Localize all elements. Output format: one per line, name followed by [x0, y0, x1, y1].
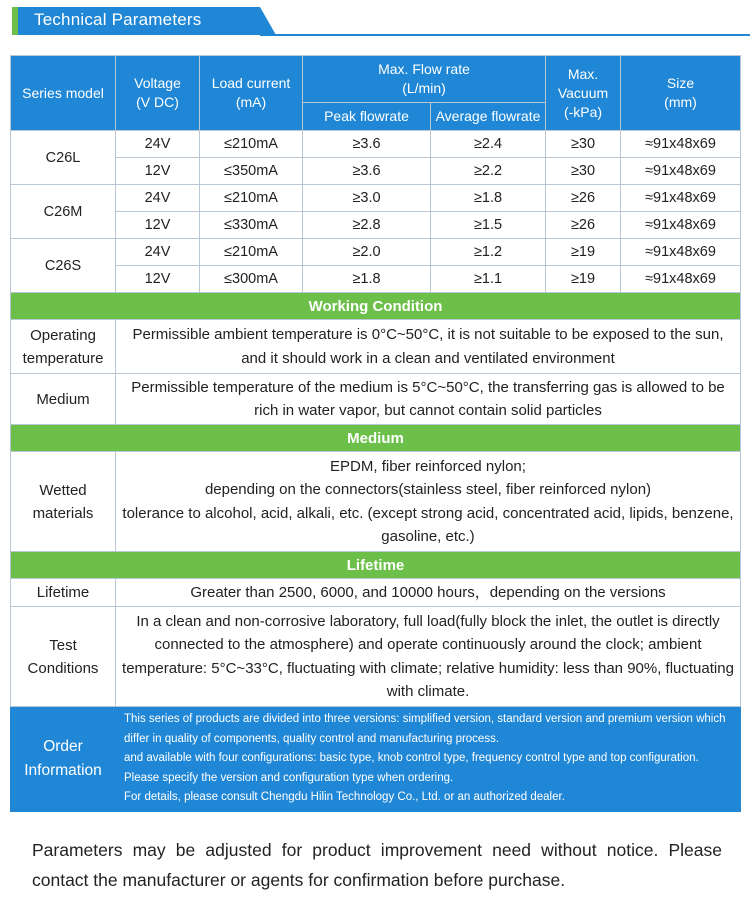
- order-info-line: and available with four configurations: basic type, knob control type, frequency control type and top configuration. Please specify the version and configuration type when ordering.: [124, 752, 699, 784]
- table-row: [11, 374, 741, 425]
- peak-flow-cell: ≥2.8: [303, 212, 431, 239]
- table-row: [11, 266, 741, 293]
- banner-accent-bar: [12, 7, 18, 35]
- current-cell: ≤300mA: [200, 266, 303, 293]
- table-row: [11, 320, 741, 374]
- row-label-operating-temperature: Operating temperature: [11, 320, 116, 374]
- vacuum-cell: ≥19: [546, 239, 621, 266]
- vacuum-cell: ≥30: [546, 158, 621, 185]
- model-name: C26M: [11, 185, 116, 239]
- current-cell: ≤210mA: [200, 131, 303, 158]
- section-title: Working Condition: [11, 293, 741, 320]
- col-header-series-model: Series model: [11, 56, 116, 131]
- vacuum-cell: ≥19: [546, 266, 621, 293]
- table-row: [11, 131, 741, 158]
- size-cell: ≈91x48x69: [621, 158, 741, 185]
- table-row: [11, 579, 741, 607]
- section-banner: [0, 0, 750, 40]
- size-cell: ≈91x48x69: [621, 212, 741, 239]
- col-header-peak-flowrate: Peak flowrate: [303, 103, 431, 131]
- average-flow-cell: ≥1.2: [431, 239, 546, 266]
- col-header-voltage: Voltage (V DC): [116, 56, 200, 131]
- peak-flow-cell: ≥3.6: [303, 131, 431, 158]
- size-cell: ≈91x48x69: [621, 266, 741, 293]
- col-header-max-flow-rate: Max. Flow rate (L/min): [303, 56, 546, 103]
- voltage-cell: 12V: [116, 212, 200, 239]
- peak-flow-cell: ≥2.0: [303, 239, 431, 266]
- footer-notice: Parameters may be adjusted for product improvement need without notice. Please contact the manufacturer or agents for confirmation before purchase.: [32, 840, 722, 890]
- row-label-lifetime: Lifetime: [11, 579, 116, 607]
- row-label-order-information: Order Information: [11, 707, 116, 812]
- current-cell: ≤210mA: [200, 239, 303, 266]
- section-header-medium: [11, 425, 741, 452]
- row-label-test-conditions: Test Conditions: [11, 607, 116, 707]
- average-flow-cell: ≥1.1: [431, 266, 546, 293]
- col-header-average-flowrate: Average flowrate: [431, 103, 546, 131]
- size-cell: ≈91x48x69: [621, 131, 741, 158]
- medium-text: Permissible temperature of the medium is 5°C~50°C, the transferring gas is allowed to be rich in water vapor, but cannot contain solid particles: [116, 374, 741, 425]
- banner-underline: [260, 34, 750, 36]
- voltage-cell: 24V: [116, 131, 200, 158]
- section-header-working-condition: [11, 293, 741, 320]
- technical-parameters-table: [10, 55, 741, 812]
- current-cell: ≤210mA: [200, 185, 303, 212]
- vacuum-cell: ≥30: [546, 131, 621, 158]
- row-label-medium: Medium: [11, 374, 116, 425]
- section-header-lifetime: [11, 552, 741, 579]
- size-cell: ≈91x48x69: [621, 239, 741, 266]
- model-name: C26L: [11, 131, 116, 185]
- table-row: [11, 212, 741, 239]
- table-row: [11, 607, 741, 707]
- vacuum-cell: ≥26: [546, 185, 621, 212]
- average-flow-cell: ≥2.2: [431, 158, 546, 185]
- peak-flow-cell: ≥1.8: [303, 266, 431, 293]
- col-header-size: Size (mm): [621, 56, 741, 131]
- model-data: [11, 131, 741, 293]
- voltage-cell: 12V: [116, 266, 200, 293]
- model-name: C26S: [11, 239, 116, 293]
- order-info-line: This series of products are divided into three versions: simplified version, standard version and premium version which differ in quality of components, quality control and manufacturing process.: [124, 713, 726, 745]
- peak-flow-cell: ≥3.6: [303, 158, 431, 185]
- lifetime-text: Greater than 2500, 6000, and 10000 hours，depending on the versions: [116, 579, 741, 607]
- current-cell: ≤350mA: [200, 158, 303, 185]
- voltage-cell: 12V: [116, 158, 200, 185]
- test-conditions-text: In a clean and non-corrosive laboratory, full load(fully block the inlet, the outlet is directly connected to the atmosphere) and operate continuously around the clock; ambient temperature: 5°C~33°C, fluctuating with climate; relative humidity: less than 90%, fluctuating with climate.: [116, 607, 741, 707]
- wetted-materials-text: EPDM, fiber reinforced nylon; depending on the connectors(stainless steel, fiber reinforced nylon) tolerance to alcohol, acid, alkali, etc. (except strong acid, concentrated acid, lipids, benzene, gasoline, etc.): [116, 452, 741, 552]
- current-cell: ≤330mA: [200, 212, 303, 239]
- col-header-max-vacuum: Max. Vacuum (-kPa): [546, 56, 621, 131]
- voltage-cell: 24V: [116, 239, 200, 266]
- order-information-text: [116, 707, 741, 812]
- order-info-line: For details, please consult Chengdu Hilin Technology Co., Ltd. or an authorized dealer.: [124, 791, 565, 804]
- section-title: Medium: [11, 425, 741, 452]
- col-header-load-current: Load current (mA): [200, 56, 303, 131]
- table-row: [11, 158, 741, 185]
- voltage-cell: 24V: [116, 185, 200, 212]
- peak-flow-cell: ≥3.0: [303, 185, 431, 212]
- vacuum-cell: ≥26: [546, 212, 621, 239]
- table-header: [11, 56, 741, 131]
- section-title: Technical Parameters: [34, 10, 202, 29]
- row-label-wetted-materials: Wetted materials: [11, 452, 116, 552]
- table-row: [11, 185, 741, 212]
- size-cell: ≈91x48x69: [621, 185, 741, 212]
- section-title: Lifetime: [11, 552, 741, 579]
- table-row: [11, 239, 741, 266]
- operating-temperature-text: Permissible ambient temperature is 0°C~50°C, it is not suitable to be exposed to the sun, and it should work in a clean and ventilated environment: [116, 320, 741, 374]
- average-flow-cell: ≥1.5: [431, 212, 546, 239]
- average-flow-cell: ≥1.8: [431, 185, 546, 212]
- conditions: [11, 293, 741, 812]
- order-information-row: [11, 707, 741, 812]
- average-flow-cell: ≥2.4: [431, 131, 546, 158]
- table-row: [11, 452, 741, 552]
